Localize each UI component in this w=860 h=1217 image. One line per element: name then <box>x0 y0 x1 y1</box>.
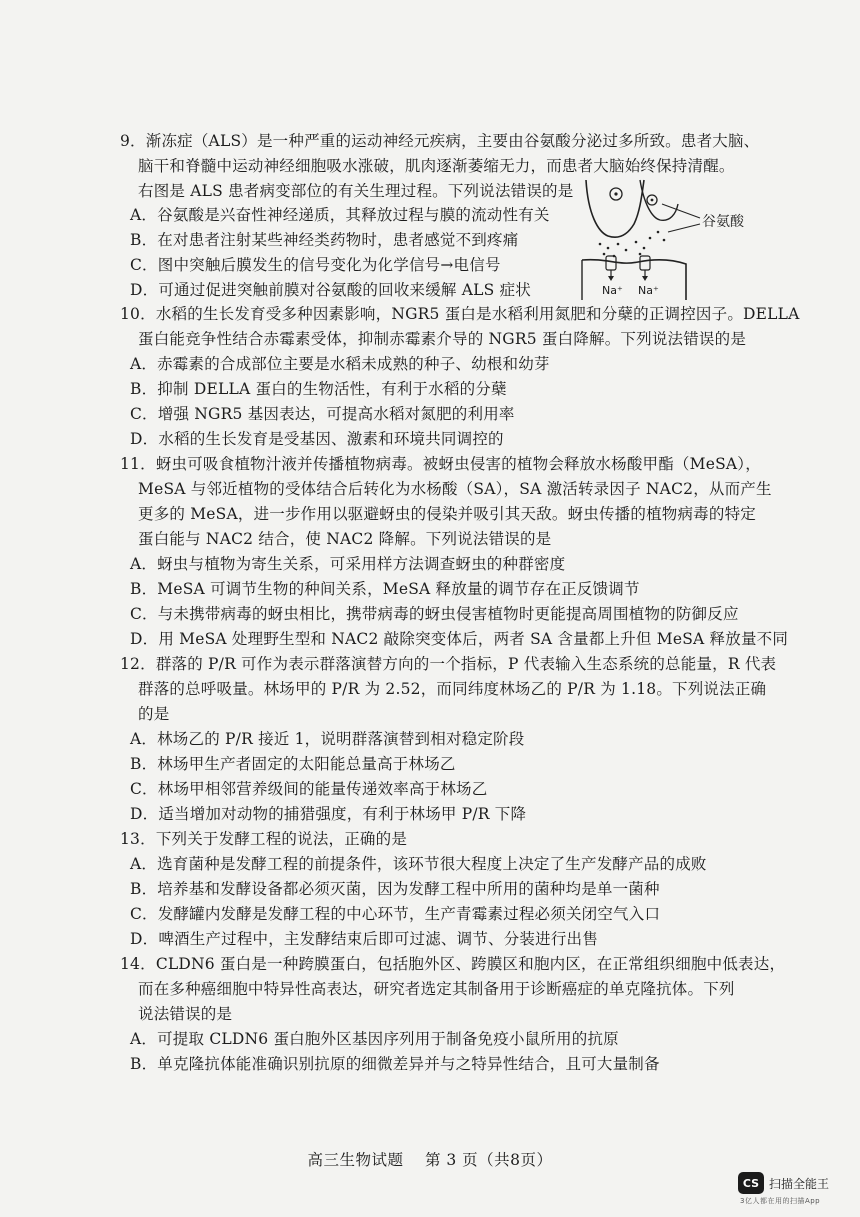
scanner-name: 扫描全能王 <box>769 1176 830 1191</box>
q12-stem-line-2: 群落的总呼吸量。林场甲的 P/R 为 2.52，而同纬度林场乙的 P/R 为 1.18。下列说法正确 <box>138 680 767 698</box>
q12-option-c: C．林场甲相邻营养级间的能量传递效率高于林场乙 <box>130 780 488 798</box>
synapse-diagram <box>578 174 758 300</box>
q13-option-d: D．啤酒生产过程中，主发酵结束后即可过滤、调节、分装进行出售 <box>130 930 598 948</box>
page-footer <box>0 1148 860 1170</box>
q12-option-d: D．适当增加对动物的捕猎强度，有利于林场甲 P/R 下降 <box>130 805 527 823</box>
q9-stem-line-2: 脑干和脊髓中运动神经细胞吸水涨破，肌肉逐渐萎缩无力，而患者大脑始终保持清醒。 <box>138 157 735 175</box>
footer-page-number: 第 3 页（共8页） <box>424 1151 553 1169</box>
q11-option-a: A．蚜虫与植物为寄生关系，可采用样方法调查蚜虫的种群密度 <box>130 555 566 573</box>
q11-stem-line-2: MeSA 与邻近植物的受体结合后转化为水杨酸（SA），SA 激活转录因子 NAC2，从而产生 <box>138 480 772 498</box>
scanner-badge <box>738 1172 829 1194</box>
q11-stem-line-4: 蛋白能与 NAC2 结合，使 NAC2 降解。下列说法错误的是 <box>138 530 552 548</box>
sodium-label-2: Na⁺ <box>638 284 659 297</box>
glutamate-label: 谷氨酸 <box>702 214 744 230</box>
q13-option-c: C．发酵罐内发酵是发酵工程的中心环节，生产青霉素过程必须关闭空气入口 <box>130 905 661 923</box>
q14-stem-line-1: 14．CLDN6 蛋白是一种跨膜蛋白，包括胞外区、跨膜区和胞内区，在正常组织细胞中低表达， <box>120 955 786 973</box>
q10-stem-line-2: 蛋白能竞争性结合赤霉素受体，抑制赤霉素介导的 NGR5 蛋白降解。下列说法错误的是 <box>138 330 747 348</box>
sodium-label-1: Na⁺ <box>602 284 623 297</box>
q14-option-b: B．单克隆抗体能准确识别抗原的细微差异并与之特异性结合，且可大量制备 <box>130 1055 660 1073</box>
q14-option-a: A．可提取 CLDN6 蛋白胞外区基因序列用于制备免疫小鼠所用的抗原 <box>130 1030 619 1048</box>
q10-option-d: D．水稻的生长发育是受基因、激素和环境共同调控的 <box>130 430 504 448</box>
q11-stem-line-1: 11．蚜虫可吸食植物汁液并传播植物病毒。被蚜虫侵害的植物会释放水杨酸甲酯（MeSA）， <box>120 455 761 473</box>
q9-stem-line-1: 9．渐冻症（ALS）是一种严重的运动神经元疾病，主要由谷氨酸分泌过多所致。患者大脑、 <box>120 132 760 150</box>
q9-option-d: D．可通过促进突触前膜对谷氨酸的回收来缓解 ALS 症状 <box>130 281 531 299</box>
q13-option-a: A．选育菌种是发酵工程的前提条件，该环节很大程度上决定了生产发酵产品的成败 <box>130 855 707 873</box>
q11-option-b: B．MeSA 可调节生物的种间关系，MeSA 释放量的调节存在正反馈调节 <box>130 580 640 598</box>
q12-option-a: A．林场乙的 P/R 接近 1，说明群落演替到相对稳定阶段 <box>130 730 525 748</box>
q14-stem-line-3: 说法错误的是 <box>138 1005 233 1023</box>
q14-stem-line-2: 而在多种癌细胞中特异性高表达，研究者选定其制备用于诊断癌症的单克隆抗体。下列 <box>138 980 735 998</box>
synapse-illustration <box>578 174 758 300</box>
q10-option-b: B．抑制 DELLA 蛋白的生物活性，有利于水稻的分蘖 <box>130 380 507 398</box>
q11-stem-line-3: 更多的 MeSA，进一步作用以驱避蚜虫的侵染并吸引其天敌。蚜虫传播的植物病毒的特定 <box>138 505 756 523</box>
q10-stem-line-1: 10．水稻的生长发育受多种因素影响，NGR5 蛋白是水稻利用氮肥和分蘖的正调控因子。DELLA <box>120 305 800 323</box>
q9-option-c: C．图中突触后膜发生的信号变化为化学信号→电信号 <box>130 256 501 274</box>
q9-option-a: A．谷氨酸是兴奋性神经递质，其释放过程与膜的流动性有关 <box>130 206 550 224</box>
q12-option-b: B．林场甲生产者固定的太阳能总量高于林场乙 <box>130 755 456 773</box>
q13-stem-line-1: 13．下列关于发酵工程的说法，正确的是 <box>120 830 408 848</box>
q9-option-b: B．在对患者注射某些神经类药物时，患者感觉不到疼痛 <box>130 231 519 249</box>
camscanner-logo-icon: CS <box>738 1172 764 1194</box>
q10-option-a: A．赤霉素的合成部位主要是水稻未成熟的种子、幼根和幼芽 <box>130 355 550 373</box>
footer-subject: 高三生物试题 <box>307 1151 404 1169</box>
q11-option-d: D．用 MeSA 处理野生型和 NAC2 敲除突变体后，两者 SA 含量都上升但 MeSA 释放量不同 <box>130 630 789 648</box>
q9-stem-line-3: 右图是 ALS 患者病变部位的有关生理过程。下列说法错误的是 <box>138 182 574 200</box>
q11-option-c: C．与未携带病毒的蚜虫相比，携带病毒的蚜虫侵害植物时更能提高周围植物的防御反应 <box>130 605 739 623</box>
q10-option-c: C．增强 NGR5 基因表达，可提高水稻对氮肥的利用率 <box>130 405 515 423</box>
scanner-tagline: 3亿人都在用的扫描App <box>740 1197 821 1205</box>
q13-option-b: B．培养基和发酵设备都必须灭菌，因为发酵工程中所用的菌种均是单一菌种 <box>130 880 660 898</box>
q12-stem-line-1: 12．群落的 P/R 可作为表示群落演替方向的一个指标，P 代表输入生态系统的总能量，R 代表 <box>120 655 777 673</box>
q12-stem-line-3: 的是 <box>138 705 170 723</box>
